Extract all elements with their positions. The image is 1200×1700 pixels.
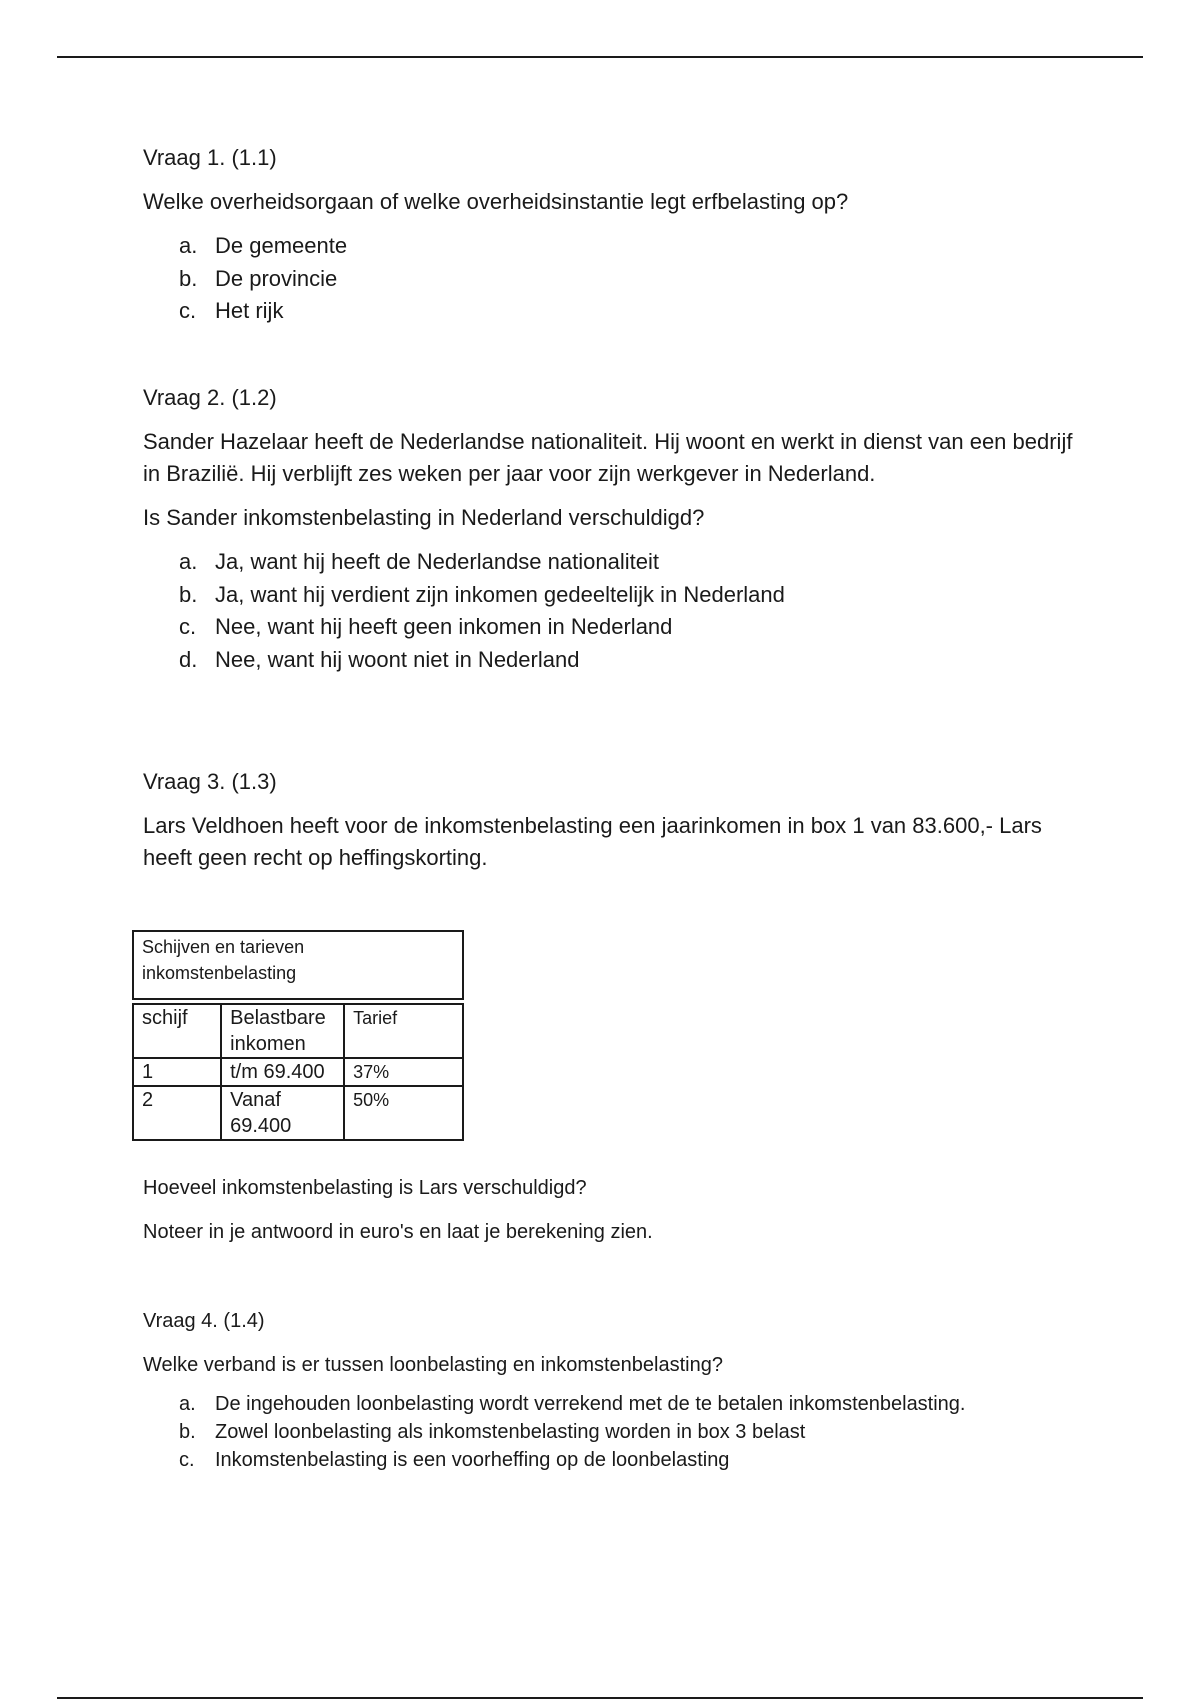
question-1: [143, 142, 1073, 328]
question-3-text: Lars Veldhoen heeft voor de inkomstenbelasting een jaarinkomen in box 1 van 83.600,- Lars heeft geen recht op heffingskorting.: [143, 813, 1042, 870]
option: c. Inkomstenbelasting is een voorheffing op de loonbelasting: [179, 1449, 730, 1471]
table-cell: 2: [133, 1086, 221, 1140]
question-1-text: Welke overheidsorgaan of welke overheidsinstantie legt erfbelasting op?: [143, 189, 849, 214]
option: a. Ja, want hij heeft de Nederlandse nationaliteit: [179, 549, 659, 574]
table-header-cell: Tarief: [344, 1004, 463, 1058]
question-4: [143, 1306, 1073, 1474]
question-4-options: [143, 1390, 1073, 1474]
table-header-cell: schijf: [133, 1004, 221, 1058]
question-4-text: Welke verband is er tussen loonbelasting en inkomstenbelasting?: [143, 1354, 723, 1376]
table-cell: t/m 69.400: [221, 1058, 344, 1086]
table-cell: Vanaf 69.400: [221, 1086, 344, 1140]
table-cell: 1: [133, 1058, 221, 1086]
option: d. Nee, want hij woont niet in Nederland: [179, 646, 580, 672]
question-2: [143, 382, 1073, 676]
option: b. De provincie: [179, 265, 338, 291]
table-row: [133, 1086, 463, 1140]
option: c. Nee, want hij heeft geen inkomen in Nederland: [179, 614, 673, 639]
table-header-row: [133, 1004, 463, 1058]
question-3-question: Hoeveel inkomstenbelasting is Lars verschuldigd?: [143, 1177, 587, 1199]
question-2-title: Vraag 2. (1.2): [143, 385, 277, 410]
table-header-cell: Belastbare inkomen: [221, 1004, 344, 1058]
option: c. Het rijk: [179, 298, 284, 323]
top-rule: [57, 56, 1143, 58]
table-cell: 37%: [344, 1058, 463, 1086]
question-2-question: Is Sander inkomstenbelasting in Nederland verschuldigd?: [143, 505, 705, 530]
option: b. Zowel loonbelasting als inkomstenbelasting worden in box 3 belast: [179, 1421, 806, 1443]
table-cell: 50%: [344, 1086, 463, 1140]
option: a. De ingehouden loonbelasting wordt verrekend met de te betalen inkomstenbelasting.: [179, 1393, 966, 1415]
option: b. Ja, want hij verdient zijn inkomen gedeeltelijk in Nederland: [179, 581, 785, 607]
question-3-title: Vraag 3. (1.3): [143, 769, 277, 794]
option: a. De gemeente: [179, 233, 348, 258]
question-3-instruction: Noteer in je antwoord in euro's en laat je berekening zien.: [143, 1221, 653, 1243]
table-row: [133, 1058, 463, 1086]
tax-table-grid: [132, 1003, 464, 1141]
question-1-options: [143, 230, 1073, 328]
question-3-followup: [143, 1173, 1073, 1259]
question-1-title: Vraag 1. (1.1): [143, 145, 277, 170]
tax-table: [132, 930, 464, 1141]
tax-table-caption: Schijven en tarieven inkomstenbelasting: [132, 930, 464, 1000]
question-2-options: [143, 546, 1073, 676]
question-2-text: Sander Hazelaar heeft de Nederlandse nationaliteit. Hij woont en werkt in dienst van een bedrijf in Brazilië. Hij verblijft zes weken per jaar voor zijn werkgever in Nederland.: [143, 429, 1073, 486]
question-3: [143, 766, 1073, 886]
question-4-title: Vraag 4. (1.4): [143, 1310, 265, 1332]
bottom-rule: [57, 1697, 1143, 1699]
